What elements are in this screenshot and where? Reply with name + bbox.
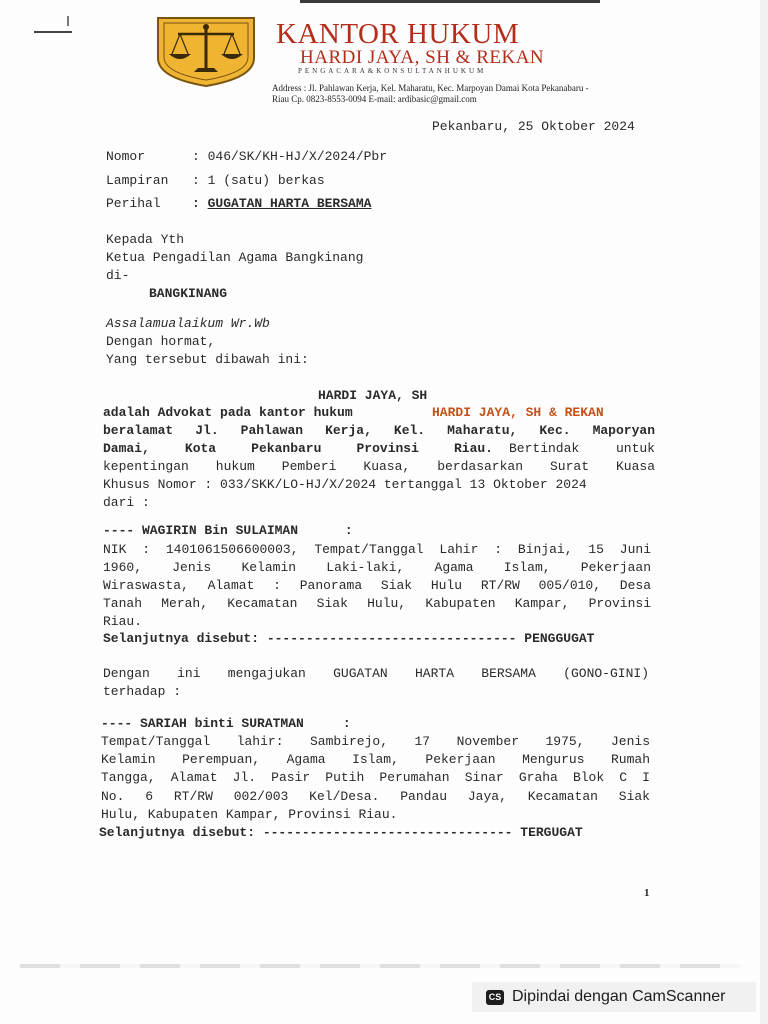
page-number: 1 xyxy=(644,887,650,899)
advocate-line-1: adalah Advokat pada kantor hukum xyxy=(103,405,353,420)
recipient-line-1: Kepada Yth xyxy=(106,232,185,247)
meta-label-perihal: Perihal xyxy=(106,196,161,211)
plaintiff-heading: ---- WAGIRIN Bin SULAIMAN : xyxy=(103,523,353,538)
scan-edge-shadow xyxy=(300,0,600,3)
defendant-line-3: Tangga, Alamat Jl. Pasir Putih Perumahan Sinar Graha Blok C I xyxy=(101,770,650,785)
advocate-line-5: Khusus Nomor : 033/SKK/LO-HJ/X/2024 tertanggal 13 Oktober 2024 xyxy=(103,477,587,492)
camscanner-logo-icon: CS xyxy=(486,990,504,1005)
defendant-line-2: Kelamin Perempuan, Agama Islam, Pekerjaan Mengurus Rumah xyxy=(101,752,650,767)
letterhead-address xyxy=(272,83,672,105)
meta-value-lampiran: : 1 (satu) berkas xyxy=(192,173,325,188)
plaintiff-designation: Selanjutnya disebut: -------------------------------- PENGGUGAT xyxy=(103,631,595,646)
defendant-designation: Selanjutnya disebut: -------------------------------- TERGUGAT xyxy=(99,825,583,840)
plaintiff-line-2: 1960, Jenis Kelamin Laki-laki, Agama Islam, Pekerjaan xyxy=(103,560,651,575)
advocate-line-3: Damai, Kota Pekanbaru Provinsi Riau. xyxy=(103,441,493,456)
address-line-2: Riau Cp. 0823-8553-0094 E-mail: ardibasic@gmail.com xyxy=(272,94,477,104)
claim-line-2: terhadap : xyxy=(103,684,182,699)
plaintiff-line-4: Tanah Merah, Kecamatan Siak Hulu, Kabupaten Kampar, Provinsi xyxy=(103,596,651,611)
meta-value-perihal xyxy=(192,195,371,212)
camscanner-watermark xyxy=(472,982,756,1012)
scan-mark-tick xyxy=(67,16,69,26)
defendant-line-5: Hulu, Kabupaten Kampar, Provinsi Riau. xyxy=(101,807,398,822)
perihal-subject: GUGATAN HARTA BERSAMA xyxy=(207,196,372,211)
meta-label-nomor: Nomor xyxy=(106,149,146,164)
letter-date: Pekanbaru, 25 Oktober 2024 xyxy=(432,119,635,134)
camscanner-text: Dipindai dengan CamScanner xyxy=(512,988,726,1005)
defendant-line-4: No. 6 RT/RW 002/003 Kel/Desa. Pandau Jaya, Kecamatan Siak xyxy=(101,789,650,804)
scan-mark xyxy=(34,31,72,33)
letterhead-subtitle: HARDI JAYA, SH & REKAN xyxy=(300,47,545,68)
plaintiff-line-1: NIK : 1401061506600003, Tempat/Tanggal Lahir : Binjai, 15 Juni xyxy=(103,542,651,557)
address-line-1: Address : Jl. Pahlawan Kerja, Kel. Maharatu, Kec. Marpoyan Damai Kota Pekanabaru - xyxy=(272,83,589,93)
recipient-line-3: di- xyxy=(106,268,130,283)
greeting-intro: Yang tersebut dibawah ini: xyxy=(106,352,309,367)
scan-smudge xyxy=(20,964,740,968)
advocate-line-4: kepentingan hukum Pemberi Kuasa, berdasarkan Surat Kuasa xyxy=(103,459,655,474)
letterhead-tagline: PENGACARA&KONSULTANHUKUM xyxy=(298,67,487,75)
perihal-colon: : xyxy=(192,196,208,211)
recipient-line-2: Ketua Pengadilan Agama Bangkinang xyxy=(106,250,364,265)
advocate-line-6: dari : xyxy=(103,495,150,510)
advocate-line-2: beralamat Jl. Pahlawan Kerja, Kel. Maharatu, Kec. Maporyan xyxy=(103,423,655,438)
letterhead-title: KANTOR HUKUM xyxy=(276,18,520,50)
meta-value-nomor: : 046/SK/KH-HJ/X/2024/Pbr xyxy=(192,149,388,164)
greeting-hormat: Dengan hormat, xyxy=(106,334,216,349)
advocate-name: HARDI JAYA, SH xyxy=(318,388,428,403)
scales-of-justice-logo-icon xyxy=(154,14,258,88)
defendant-heading: ---- SARIAH binti SURATMAN : xyxy=(101,716,351,731)
plaintiff-line-5: Riau. xyxy=(103,614,143,629)
advocate-line-3b: Bertindak untuk xyxy=(509,441,655,456)
greeting-salam: Assalamualaikum Wr.Wb xyxy=(106,316,270,331)
scan-edge-shadow-right xyxy=(760,0,768,1024)
recipient-city: BANGKINANG xyxy=(149,286,228,301)
meta-label-lampiran: Lampiran xyxy=(106,173,169,188)
plaintiff-line-3: Wiraswasta, Alamat : Panorama Siak Hulu RT/RW 005/010, Desa xyxy=(103,578,651,593)
advocate-firm-name: HARDI JAYA, SH & REKAN xyxy=(432,405,604,420)
claim-line-1: Dengan ini mengajukan GUGATAN HARTA BERSAMA (GONO-GINI) xyxy=(103,666,649,681)
defendant-line-1: Tempat/Tanggal lahir: Sambirejo, 17 November 1975, Jenis xyxy=(101,734,650,749)
